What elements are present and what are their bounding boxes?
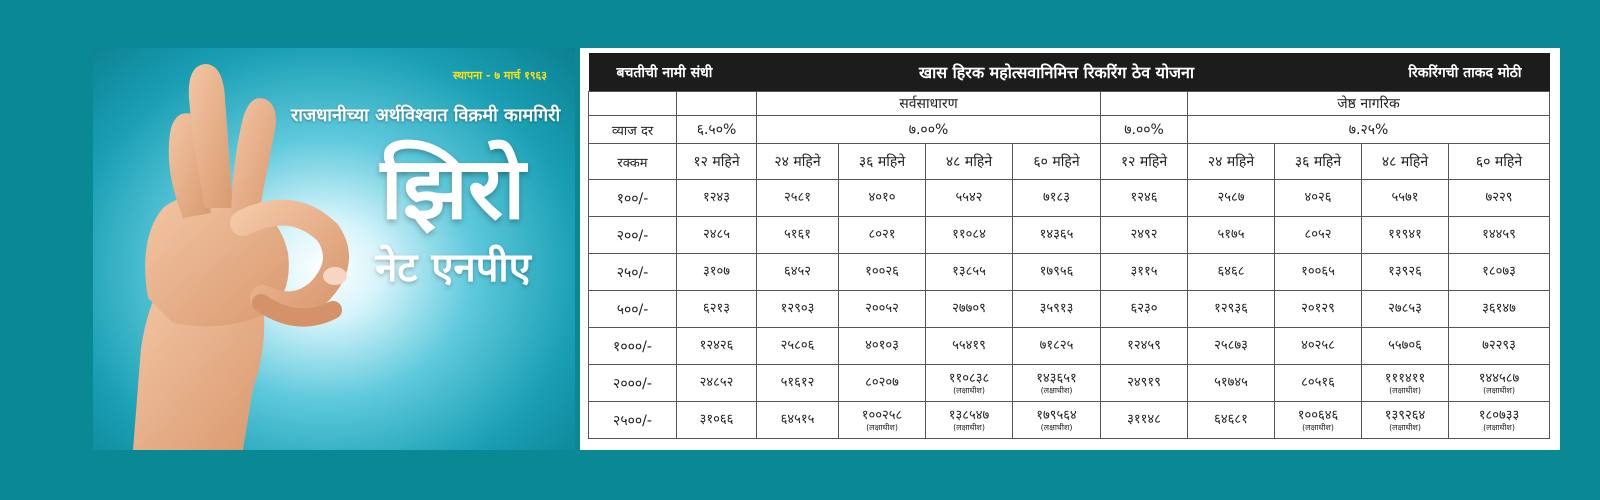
- maturity-value: ५५७१: [1391, 190, 1419, 205]
- period-header-row: [589, 144, 1550, 180]
- maturity-cell: [757, 180, 839, 217]
- maturity-cell: [926, 180, 1013, 217]
- maturity-value: ११०८४: [952, 227, 986, 242]
- table-row: [589, 180, 1550, 217]
- maturity-value: १२९०३: [780, 301, 815, 316]
- maturity-value: १३९२६: [1388, 264, 1422, 279]
- period-header: ३६ महिने: [1275, 144, 1362, 180]
- amount-cell: २००/-: [589, 217, 677, 254]
- maturity-value: २५८०६: [780, 338, 815, 353]
- maturity-value: १००६५: [1301, 264, 1335, 279]
- maturity-value: १३८५५: [952, 264, 986, 279]
- table-row: [589, 328, 1550, 365]
- maturity-cell: [1013, 254, 1101, 291]
- period-header: ४८ महिने: [1362, 144, 1449, 180]
- maturity-cell: [839, 365, 926, 402]
- maturity-cell: [1101, 254, 1188, 291]
- establishment-date: स्थापना - ७ मार्च १९६३: [452, 69, 547, 82]
- maturity-cell: [1188, 291, 1275, 328]
- maturity-value: १२४२६: [699, 338, 734, 353]
- maturity-cell: [839, 254, 926, 291]
- table-row: [589, 365, 1550, 402]
- maturity-value: ८०२१: [868, 227, 896, 242]
- maturity-cell: [926, 402, 1013, 439]
- maturity-value: २५८१: [783, 190, 812, 205]
- rate-senior-rest: ७.२५%: [1188, 116, 1550, 144]
- maturity-cell: [1101, 291, 1188, 328]
- maturity-cell: [1449, 402, 1550, 439]
- table-title-bar: [589, 53, 1550, 92]
- maturity-cell: [1101, 217, 1188, 254]
- maturity-cell: [1013, 291, 1101, 328]
- maturity-value: १००२६: [865, 264, 899, 279]
- header-right-text: रिकरिंगची ताकद मोठी: [1275, 53, 1550, 92]
- rate-row: [589, 116, 1550, 144]
- maturity-value: १४३६५१: [1036, 370, 1077, 386]
- maturity-value: ५१६१: [783, 227, 812, 242]
- maturity-cell: [677, 365, 757, 402]
- maturity-cell: [1449, 254, 1550, 291]
- maturity-cell: [839, 402, 926, 439]
- table-row: [589, 402, 1550, 439]
- maturity-cell: [757, 254, 839, 291]
- maturity-value: ११९४१: [1388, 227, 1422, 242]
- maturity-value: १८०७३: [1482, 264, 1516, 279]
- maturity-value: ७१८२५: [1039, 338, 1074, 353]
- maturity-cell: [757, 402, 839, 439]
- rate-general-12: ६.५०%: [677, 116, 757, 144]
- amount-label: रक्कम: [589, 144, 677, 180]
- maturity-value: १२४६: [1130, 190, 1158, 205]
- rd-scheme-table: [588, 53, 1550, 439]
- maturity-value: ७१८३: [1042, 190, 1071, 205]
- maturity-cell: [926, 365, 1013, 402]
- maturity-cell: [1449, 328, 1550, 365]
- amount-cell: १०००/-: [589, 328, 677, 365]
- empty-cell: [1101, 92, 1188, 116]
- maturity-cell: [1362, 291, 1449, 328]
- empty-cell: [677, 92, 757, 116]
- period-header: ४८ महिने: [926, 144, 1013, 180]
- millionaire-note: (लक्षाधीश): [1389, 385, 1421, 395]
- maturity-cell: [1013, 365, 1101, 402]
- maturity-cell: [1362, 254, 1449, 291]
- maturity-value: १४४५८७: [1478, 370, 1520, 386]
- maturity-value: ३११५: [1130, 264, 1158, 279]
- maturity-cell: [926, 217, 1013, 254]
- header-title: खास हिरक महोत्सवानिमित्त रिकरिंग ठेव योजना: [839, 53, 1275, 92]
- period-header: १२ महिने: [1101, 144, 1188, 180]
- period-header: ६० महिने: [1449, 144, 1550, 180]
- maturity-value: ३६१४७: [1482, 301, 1516, 316]
- maturity-cell: [1362, 217, 1449, 254]
- maturity-cell: [926, 328, 1013, 365]
- maturity-value: ५५४१९: [952, 338, 986, 353]
- amount-cell: २५००/-: [589, 402, 677, 439]
- maturity-cell: [1188, 217, 1275, 254]
- maturity-value: ५५७०६: [1388, 338, 1422, 353]
- maturity-cell: [1013, 217, 1101, 254]
- millionaire-note: (लक्षाधीश): [953, 385, 985, 395]
- maturity-cell: [1101, 365, 1188, 402]
- maturity-cell: [1013, 328, 1101, 365]
- period-header: ३६ महिने: [839, 144, 926, 180]
- maturity-value: १७९५६: [1039, 264, 1074, 279]
- maturity-cell: [1449, 291, 1550, 328]
- maturity-value: ११०८३८: [948, 370, 990, 386]
- maturity-cell: [926, 291, 1013, 328]
- maturity-value: ६४५२: [783, 264, 812, 279]
- maturity-cell: [1449, 180, 1550, 217]
- rate-general-rest: ७.००%: [757, 116, 1101, 144]
- table-row: [589, 217, 1550, 254]
- maturity-value: ४०१०३: [865, 338, 899, 353]
- amount-cell: २५०/-: [589, 254, 677, 291]
- maturity-value: २०१२९: [1301, 301, 1335, 316]
- maturity-cell: [1362, 180, 1449, 217]
- maturity-cell: [757, 328, 839, 365]
- maturity-cell: [1275, 217, 1362, 254]
- promo-headline: झिरो: [380, 139, 526, 239]
- millionaire-note: (लक्षाधीश): [1483, 385, 1515, 395]
- maturity-value: ३१०७: [702, 264, 731, 279]
- maturity-value: १००२५८: [861, 407, 903, 423]
- maturity-cell: [1362, 402, 1449, 439]
- maturity-cell: [1275, 328, 1362, 365]
- maturity-value: ४०१०: [868, 190, 896, 205]
- maturity-value: १४४५९: [1482, 227, 1516, 242]
- amount-cell: ५००/-: [589, 291, 677, 328]
- maturity-value: १२९३६: [1214, 301, 1248, 316]
- millionaire-note: (लक्षाधीश): [1483, 422, 1515, 432]
- maturity-cell: [757, 217, 839, 254]
- maturity-value: २००५२: [865, 301, 899, 316]
- promo-tagline: राजधानीच्या अर्थविश्वात विक्रमी कामगिरी: [290, 105, 561, 126]
- rate-senior-12: ७.००%: [1101, 116, 1188, 144]
- maturity-cell: [677, 328, 757, 365]
- maturity-cell: [1101, 402, 1188, 439]
- maturity-cell: [1275, 402, 1362, 439]
- millionaire-note: (लक्षाधीश): [953, 422, 985, 432]
- maturity-cell: [1188, 254, 1275, 291]
- millionaire-note: (लक्षाधीश): [866, 422, 898, 432]
- maturity-cell: [1362, 365, 1449, 402]
- maturity-value: २४८५: [702, 227, 731, 242]
- maturity-cell: [677, 217, 757, 254]
- maturity-value: ५१७४५: [1214, 375, 1248, 390]
- millionaire-note: (लक्षाधीश): [1389, 422, 1421, 432]
- maturity-cell: [1449, 217, 1550, 254]
- maturity-value: १११४११: [1384, 370, 1426, 386]
- maturity-cell: [677, 180, 757, 217]
- maturity-value: १७९५६४: [1036, 407, 1077, 423]
- maturity-cell: [1275, 365, 1362, 402]
- millionaire-note: (लक्षाधीश): [1040, 422, 1073, 432]
- maturity-value: ८०५१६: [1301, 375, 1335, 390]
- maturity-value: ६२३०: [1130, 301, 1158, 316]
- maturity-value: ३१०६६: [699, 412, 734, 427]
- maturity-cell: [1188, 365, 1275, 402]
- maturity-value: २७८५३: [1388, 301, 1422, 316]
- maturity-value: ३५९१३: [1039, 301, 1074, 316]
- period-header: १२ महिने: [677, 144, 757, 180]
- maturity-cell: [1188, 180, 1275, 217]
- header-left-text: बचतीची नामी संधी: [589, 53, 839, 92]
- group-row: [589, 92, 1550, 116]
- maturity-value: १२४३: [702, 190, 731, 205]
- maturity-value: १४३६५: [1039, 227, 1074, 242]
- rd-scheme-panel: [580, 48, 1560, 450]
- maturity-value: ६४६८१: [1214, 412, 1248, 427]
- maturity-value: ४०२५८: [1301, 338, 1335, 353]
- maturity-cell: [757, 365, 839, 402]
- maturity-cell: [1449, 365, 1550, 402]
- maturity-cell: [839, 291, 926, 328]
- maturity-value: ७२२९३: [1482, 338, 1516, 353]
- rate-label: व्याज दर: [589, 116, 677, 144]
- maturity-value: १८०७३३: [1478, 407, 1520, 423]
- maturity-value: ५१६१२: [780, 375, 815, 390]
- table-row: [589, 291, 1550, 328]
- amount-cell: २०००/-: [589, 365, 677, 402]
- maturity-value: ३११४८: [1127, 412, 1161, 427]
- maturity-cell: [1188, 328, 1275, 365]
- period-header: २४ महिने: [757, 144, 839, 180]
- amount-cell: १००/-: [589, 180, 677, 217]
- millionaire-note: (लक्षाधीश): [1302, 422, 1334, 432]
- maturity-value: ५१७५: [1217, 227, 1245, 242]
- promo-banner: [93, 48, 575, 450]
- maturity-value: २५८७३: [1214, 338, 1248, 353]
- maturity-cell: [1013, 402, 1101, 439]
- group-senior: जेष्ठ नागरिक: [1188, 92, 1550, 116]
- maturity-cell: [677, 254, 757, 291]
- maturity-cell: [1101, 180, 1188, 217]
- maturity-value: २४८५२: [699, 375, 734, 390]
- maturity-cell: [1013, 180, 1101, 217]
- maturity-cell: [1362, 328, 1449, 365]
- millionaire-note: (लक्षाधीश): [1040, 385, 1073, 395]
- promo-subheadline: नेट एनपीए: [375, 245, 531, 291]
- period-header: २४ महिने: [1188, 144, 1275, 180]
- maturity-value: ६४५१५: [780, 412, 815, 427]
- maturity-value: २४९२: [1130, 227, 1158, 242]
- maturity-cell: [926, 254, 1013, 291]
- maturity-value: ७२२९: [1485, 190, 1513, 205]
- maturity-value: १२४५९: [1127, 338, 1161, 353]
- maturity-cell: [839, 328, 926, 365]
- maturity-value: ८०५२: [1304, 227, 1332, 242]
- maturity-cell: [677, 291, 757, 328]
- table-row: [589, 254, 1550, 291]
- maturity-cell: [1188, 402, 1275, 439]
- maturity-cell: [1275, 291, 1362, 328]
- maturity-cell: [1101, 328, 1188, 365]
- maturity-value: १३८५४७: [948, 407, 990, 423]
- maturity-value: १००६४६: [1297, 407, 1339, 423]
- maturity-value: ५५४२: [955, 190, 983, 205]
- maturity-value: २४९१९: [1127, 375, 1161, 390]
- maturity-value: २७७०९: [952, 301, 986, 316]
- empty-cell: [589, 92, 677, 116]
- maturity-value: ४०२६: [1304, 190, 1332, 205]
- group-general: सर्वसाधारण: [757, 92, 1101, 116]
- maturity-cell: [757, 291, 839, 328]
- period-header: ६० महिने: [1013, 144, 1101, 180]
- maturity-value: २५८७: [1217, 190, 1245, 205]
- maturity-cell: [677, 402, 757, 439]
- maturity-value: ६२१३: [702, 301, 731, 316]
- maturity-cell: [839, 217, 926, 254]
- maturity-cell: [1275, 254, 1362, 291]
- maturity-cell: [1275, 180, 1362, 217]
- maturity-value: १३९२६४: [1384, 407, 1426, 423]
- maturity-cell: [839, 180, 926, 217]
- maturity-value: ६४६८: [1217, 264, 1245, 279]
- maturity-value: ८०२०७: [865, 375, 899, 390]
